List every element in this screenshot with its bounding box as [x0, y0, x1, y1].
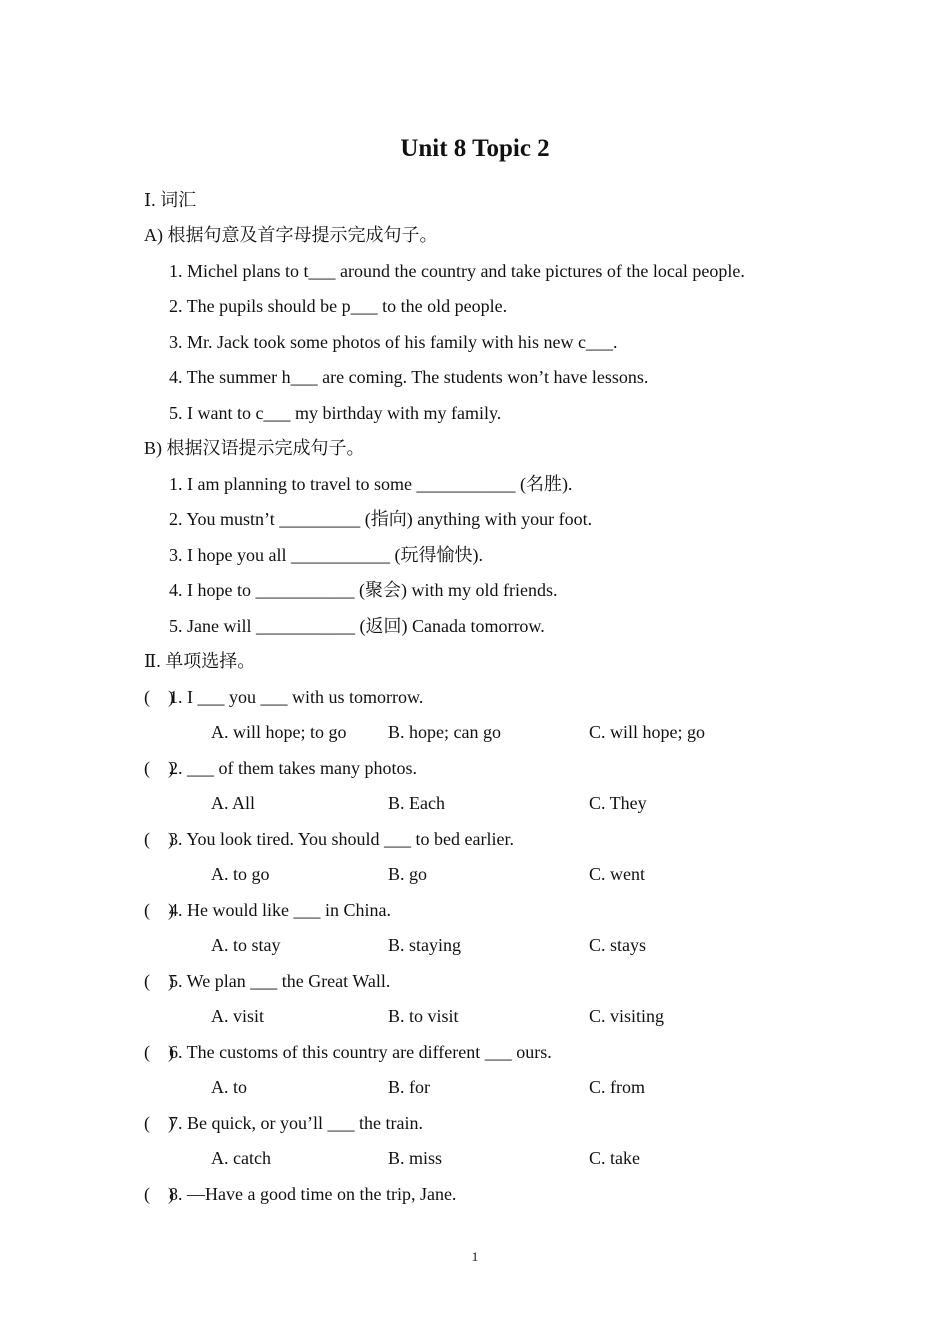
question-text: 6. The customs of this country are different ___ ours.: [169, 1042, 552, 1062]
question-text: 7. Be quick, or you’ll ___ the train.: [169, 1113, 423, 1133]
option-b: B. hope; can go: [388, 722, 501, 742]
option-b: B. go: [388, 864, 428, 884]
answer-blank: ( ): [144, 1184, 174, 1204]
option-a: A. catch: [211, 1148, 271, 1168]
section-1-heading: Ⅰ. 词汇: [144, 190, 197, 210]
part-b-item: 3. I hope you all ___________ (玩得愉快).: [169, 545, 483, 565]
answer-blank: ( ): [144, 1042, 174, 1062]
option-c: C. visiting: [589, 1006, 665, 1026]
part-a-item: 4. The summer h___ are coming. The students won’t have lessons.: [169, 367, 649, 387]
part-b-item: 4. I hope to ___________ (聚会) with my old friends.: [169, 580, 558, 600]
option-b: B. Each: [388, 793, 445, 813]
part-a-item: 2. The pupils should be p___ to the old people.: [169, 296, 508, 316]
part-b-item: 5. Jane will ___________ (返回) Canada tomorrow.: [169, 616, 545, 636]
option-c: C. went: [589, 864, 645, 884]
option-b: B. miss: [388, 1148, 443, 1168]
page-title: Unit 8 Topic 2: [400, 135, 550, 162]
option-b: B. to visit: [388, 1006, 459, 1026]
option-c: C. take: [589, 1148, 640, 1168]
answer-blank: ( ): [144, 758, 174, 778]
page-number: 1: [471, 1249, 479, 1264]
option-a: A. will hope; to go: [211, 722, 347, 742]
question-text: 4. He would like ___ in China.: [169, 900, 391, 920]
option-a: A. to: [211, 1077, 247, 1097]
answer-blank: ( ): [144, 687, 174, 707]
answer-blank: ( ): [144, 900, 174, 920]
answer-blank: ( ): [144, 1113, 174, 1133]
part-a-item: 1. Michel plans to t___ around the country and take pictures of the local people.: [169, 261, 745, 281]
answer-blank: ( ): [144, 971, 174, 991]
option-b: B. staying: [388, 935, 462, 955]
option-c: C. They: [589, 793, 647, 813]
option-c: C. stays: [589, 935, 647, 955]
question-text: 8. —Have a good time on the trip, Jane.: [169, 1184, 457, 1204]
option-c: C. from: [589, 1077, 645, 1097]
part-b-item: 1. I am planning to travel to some ___________ (名胜).: [169, 474, 573, 494]
option-c: C. will hope; go: [589, 722, 705, 742]
question-text: 5. We plan ___ the Great Wall.: [169, 971, 391, 991]
option-a: A. All: [211, 793, 256, 813]
section-2-heading: Ⅱ. 单项选择。: [144, 651, 256, 671]
part-b-item: 2. You mustn’t _________ (指向) anything with your foot.: [169, 509, 593, 529]
option-a: A. to go: [211, 864, 270, 884]
option-a: A. to stay: [211, 935, 281, 955]
question-text: 3. You look tired. You should ___ to bed earlier.: [169, 829, 515, 849]
answer-blank: ( ): [144, 829, 174, 849]
option-a: A. visit: [211, 1006, 265, 1026]
part-a-heading: A) 根据句意及首字母提示完成句子。: [144, 225, 438, 245]
question-text: 2. ___ of them takes many photos.: [169, 758, 417, 778]
option-b: B. for: [388, 1077, 430, 1097]
question-text: 1. I ___ you ___ with us tomorrow.: [169, 687, 424, 707]
part-a-item: 5. I want to c___ my birthday with my family.: [169, 403, 502, 423]
part-b-heading: B) 根据汉语提示完成句子。: [144, 438, 365, 458]
part-a-item: 3. Mr. Jack took some photos of his family with his new c___.: [169, 332, 618, 352]
